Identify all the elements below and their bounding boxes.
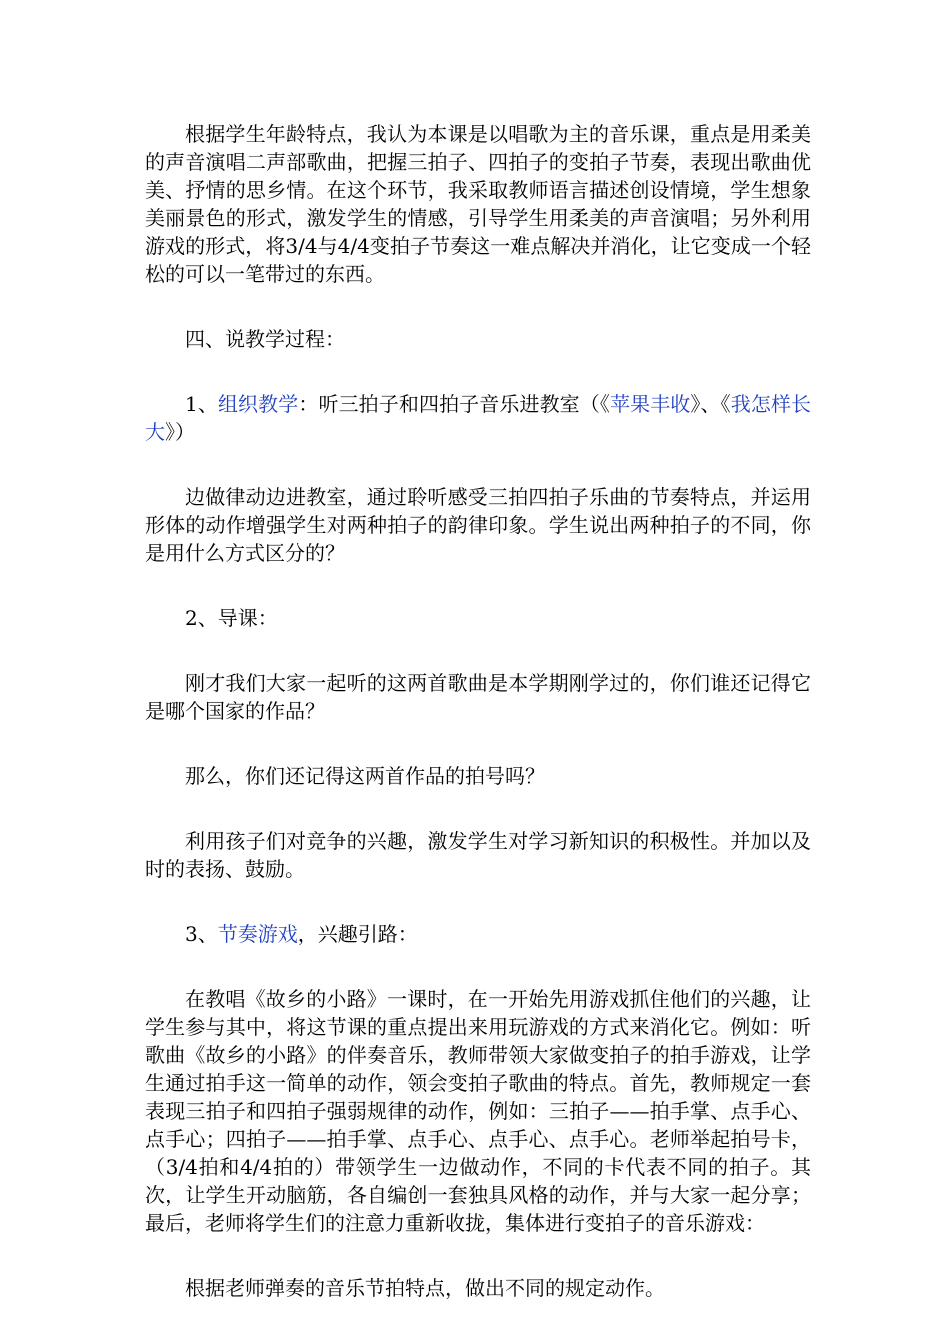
item-lesson-intro: 2、导课： xyxy=(185,606,278,630)
paragraph-rhythm-entry: 边做律动边进教室，通过聆听感受三拍四拍子乐曲的节奏特点，并运用形体的动作增强学生对两种拍子的韵律印象。学生说出两种拍子的不同，你是用什么方式区分的？ xyxy=(145,485,811,565)
paragraph-actions: 根据老师弹奏的音乐节拍特点，做出不同的规定动作。 xyxy=(185,1276,665,1300)
paragraph-competition: 利用孩子们对竞争的兴趣，激发学生对学习新知识的积极性。并加以及时的表扬、鼓励。 xyxy=(145,829,811,881)
paragraph-intro: 根据学生年龄特点，我认为本课是以唱歌为主的音乐课，重点是用柔美的声音演唱二声部歌曲，把握三拍子、四拍子的变拍子节奏，表现出歌曲优美、抒情的思乡情。在这个环节，我采取教师语言描述创设情境，学生想象美丽景色的形式，激发学生的情感，引导学生用柔美的声音演唱；另外利用游戏的形式，将3/4与4/4变拍子节奏这一难点解决并消化，让它变成一个轻松的可以一笔带过的东西。 xyxy=(145,122,811,286)
link-rhythm-game[interactable]: 节奏游戏 xyxy=(217,922,298,946)
section-heading-teaching-process: 四、说教学过程： xyxy=(185,327,345,351)
item-number: 1、 xyxy=(185,392,218,416)
paragraph-question-time-signature: 那么，你们还记得这两首作品的拍号吗？ xyxy=(185,764,545,788)
paragraph-question-country: 刚才我们大家一起听的这两首歌曲是本学期刚学过的，你们谁还记得它是哪个国家的作品？ xyxy=(145,671,811,723)
item-organize-teaching xyxy=(145,390,811,446)
paragraph-game-description: 在教唱《故乡的小路》一课时，在一开始先用游戏抓住他们的兴趣，让学生参与其中，将这节课的重点提出来用玩游戏的方式来消化它。例如：听歌曲《故乡的小路》的伴奏音乐，教师带领大家做变拍子的拍手游戏，让学生通过拍手这一简单的动作，领会变拍子歌曲的特点。首先，教师规定一套表现三拍子和四拍子强弱规律的动作，例如：三拍子——拍手掌、点手心、点手心；四拍子——拍手掌、点手心、点手心、点手心。老师举起拍号卡，（3/4拍和4/4拍的）带领学生一边做动作，不同的卡代表不同的拍子。其次，让学生开动脑筋，各自编创一套独具风格的动作，并与大家一起分享；最后，老师将学生们的注意力重新收拢，集体进行变拍子的音乐游戏： xyxy=(145,987,811,1235)
link-song-how-i-grow[interactable]: 我怎样长大 xyxy=(145,392,812,444)
item-text: ：听三拍子和四拍子音乐进教室（《 xyxy=(298,392,610,416)
item-text: 》） xyxy=(165,420,195,444)
item-rhythm-game xyxy=(145,920,811,948)
link-song-apple-harvest[interactable]: 苹果丰收 xyxy=(610,392,691,416)
document-page xyxy=(145,120,811,1339)
link-organize-teaching[interactable]: 组织教学 xyxy=(217,392,299,416)
item-text: ，兴趣引路： xyxy=(297,922,418,946)
item-number: 3、 xyxy=(185,922,218,946)
item-text: 》、《 xyxy=(690,392,731,416)
